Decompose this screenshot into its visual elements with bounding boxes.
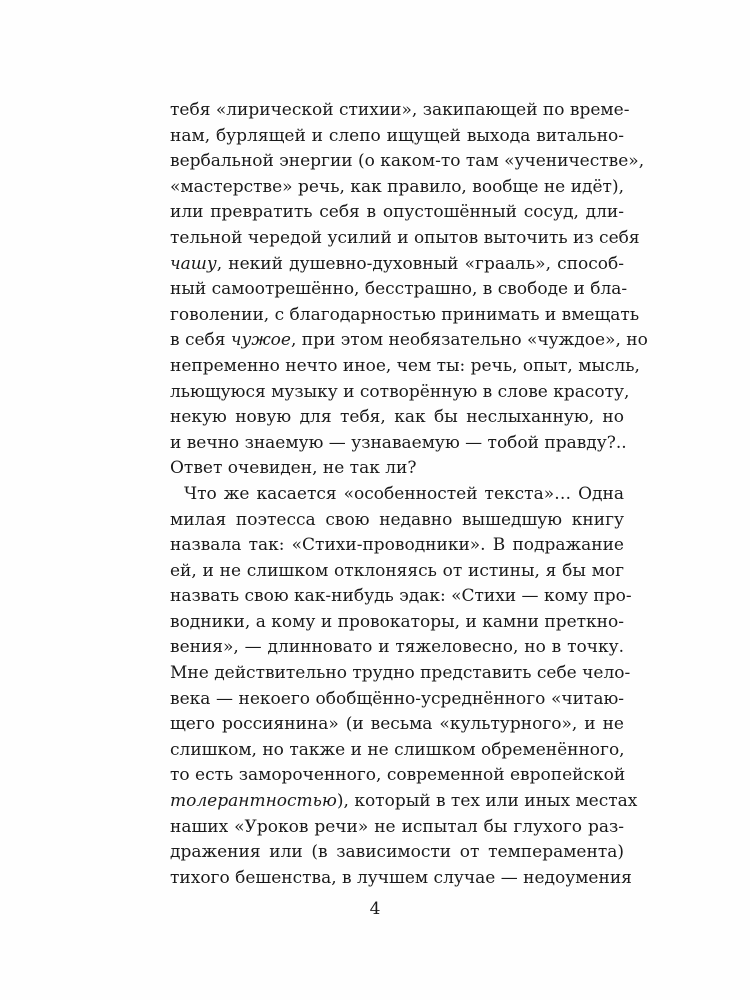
page-number: 4 <box>369 899 381 919</box>
text-segment: наших «Уроков речи» не испытал бы глухого раз- <box>170 816 624 837</box>
text-line <box>170 405 624 431</box>
paragraph-1 <box>170 98 648 482</box>
italic-text: толерантностью <box>170 791 337 812</box>
text-segment: ный самоотрешённо, бесстрашно, в свободе и бла- <box>170 279 628 300</box>
text-segment: милая поэтесса свою недавно вышедшую книгу <box>170 509 624 530</box>
text-segment: некую новую для тебя, как бы неслыханную, но <box>170 407 624 428</box>
text-segment: тебя «лирической стихии», закипающей по време- <box>170 100 630 120</box>
italic-text: чашу <box>170 253 217 274</box>
italic-text: чужое <box>230 330 291 351</box>
text-line <box>170 456 624 482</box>
text-segment: щего россиянина» (и весьма «культурного», и не <box>170 714 624 735</box>
text-segment: , некий душевно-духовный «грааль», способ- <box>216 253 624 274</box>
text-line <box>170 584 632 610</box>
text-line <box>170 635 624 661</box>
text-line <box>170 712 624 738</box>
text-line <box>170 763 624 789</box>
text-segment: ), который в тех или иных местах <box>336 791 638 812</box>
text-line <box>170 149 645 175</box>
text-segment: «мастерстве» речь, как правило, вообще не идёт), <box>170 176 624 197</box>
text-line <box>170 252 624 278</box>
text-line <box>170 866 632 892</box>
text-segment: Что же касается «особенностей текста»… Одна <box>184 483 624 504</box>
text-segment: говолении, с благодарностью принимать и вмещать <box>170 304 640 325</box>
text-line <box>170 277 628 303</box>
text-segment: льющуюся музыку и сотворённую в слове красоту, <box>170 381 630 402</box>
text-line <box>170 738 624 764</box>
text-line <box>170 508 624 534</box>
text-line <box>170 482 624 508</box>
text-segment: века — некоего обобщённо-усреднённого «читаю- <box>170 688 624 709</box>
text-segment: или превратить себя в опустошённый сосуд, дли- <box>170 202 624 223</box>
text-segment: дражения или (в зависимости от темперамента) <box>170 842 624 863</box>
text-segment: вербальной энергии (о каком-то там «ученичестве», <box>170 151 645 172</box>
text-line <box>170 200 624 226</box>
text-line <box>170 815 624 841</box>
text-line <box>170 559 624 585</box>
text-segment: назвать свою как-нибудь эдак: «Стихи — кому про- <box>170 586 632 607</box>
text-line <box>170 789 638 815</box>
text-segment: и вечно знаемую — узнаваемую — тобой правду?.. <box>170 432 627 453</box>
text-segment: Ответ очевиден, не так ли? <box>170 458 417 479</box>
text-line <box>170 303 640 329</box>
text-segment: Мне действительно трудно представить себе чело- <box>170 663 631 684</box>
paragraph-2 <box>170 482 638 892</box>
text-segment: , при этом необязательно «чуждое», но <box>290 330 648 351</box>
text-line <box>170 380 630 406</box>
text-line <box>170 175 624 201</box>
text-segment: слишком, но также и не слишком обременённого, <box>170 739 625 760</box>
text-segment: нам, бурлящей и слепо ищущей выхода витально- <box>170 125 624 146</box>
text-line <box>170 431 627 457</box>
text-line <box>170 226 640 252</box>
text-segment: назвала так: «Стихи-проводники». В подражание <box>170 535 624 556</box>
text-segment: то есть замороченного, современной европейской <box>170 765 626 786</box>
text-segment: ей, и не слишком отклоняясь от истины, я бы мог <box>170 560 624 581</box>
text-segment: непременно нечто иное, чем ты: речь, опыт, мысль, <box>170 355 640 376</box>
text-line <box>170 687 624 713</box>
text-segment: водники, а кому и провокаторы, и камни преткно- <box>170 611 624 632</box>
text-line <box>170 661 631 687</box>
text-segment: вения», — длинновато и тяжеловесно, но в точку. <box>170 637 624 658</box>
text-line <box>170 328 648 354</box>
text-line <box>170 533 624 559</box>
text-line <box>170 840 624 866</box>
text-line <box>170 610 624 636</box>
text-segment: тихого бешенства, в лучшем случае — недоумения <box>170 867 632 888</box>
text-line <box>170 354 640 380</box>
text-line <box>170 124 624 150</box>
body-text <box>170 98 648 891</box>
text-segment: в себя <box>170 330 231 351</box>
text-line <box>170 98 630 124</box>
text-segment: тельной чередой усилий и опытов выточить из себя <box>170 227 640 248</box>
